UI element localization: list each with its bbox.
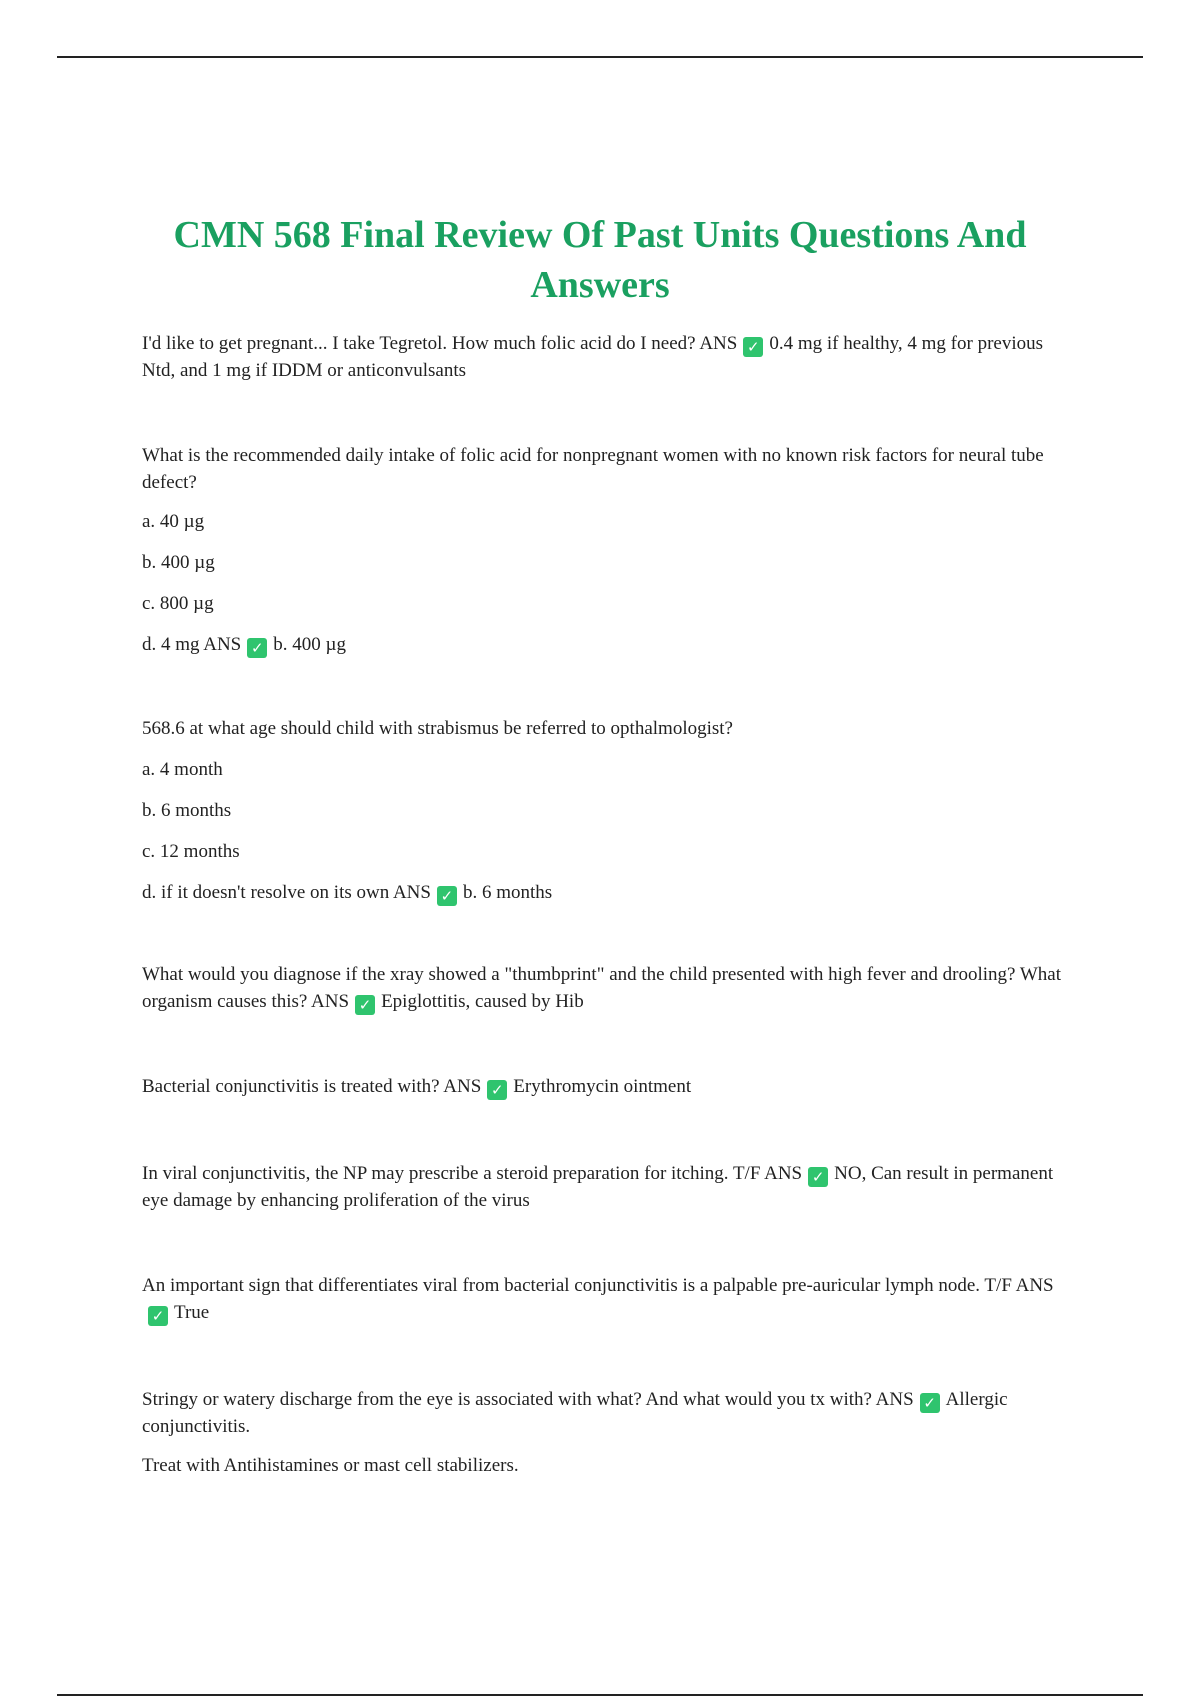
question-text: Stringy or watery discharge from the eye is associated with what? And what would you tx with? — [142, 1389, 872, 1410]
question-text: What would you diagnose if the xray showed a "thumbprint" and the child presented with high fever and drooling? What organism causes this? — [142, 964, 1062, 1012]
qa-item-2 — [142, 442, 1062, 496]
answer-text: Epiglottitis, caused by Hib — [381, 991, 584, 1012]
question-text: In viral conjunctivitis, the NP may prescribe a steroid preparation for itching. T/F — [142, 1163, 761, 1184]
option-text: d. if it doesn't resolve on its own — [142, 882, 390, 903]
qa-item-1 — [142, 330, 1062, 384]
qa-item-4 — [142, 961, 1062, 1015]
qa-item-3 — [142, 715, 1062, 742]
checkmark-icon: ✓ — [487, 1080, 507, 1100]
qa-item-8 — [142, 1386, 1062, 1440]
option: a. 4 month — [142, 759, 223, 780]
answer-text: 0.4 mg if healthy, 4 mg for previous Ntd, and 1 mg if IDDM or anticonvulsants — [142, 333, 1044, 381]
checkmark-icon: ✓ — [148, 1306, 168, 1326]
answer-text: True — [174, 1302, 210, 1323]
checkmark-icon: ✓ — [743, 337, 763, 357]
ans-label: ANS — [443, 1076, 482, 1097]
question-text: 568.6 at what age should child with strabismus be referred to opthalmologist? — [142, 718, 733, 739]
option-with-answer — [142, 631, 1062, 658]
bottom-rule — [57, 1694, 1143, 1696]
checkmark-icon: ✓ — [437, 886, 457, 906]
ans-label: ANS — [203, 634, 242, 655]
option-with-answer — [142, 879, 1062, 906]
ans-label: ANS — [699, 333, 738, 354]
ans-label: ANS — [392, 882, 431, 903]
question-text: An important sign that differentiates viral from bacterial conjunctivitis is a palpable pre-auricular lymph node. T/F — [142, 1275, 1012, 1296]
ans-label: ANS — [1015, 1275, 1054, 1296]
answer-text: NO, Can result in permanent eye damage by enhancing proliferation of the virus — [142, 1163, 1054, 1211]
checkmark-icon: ✓ — [808, 1167, 828, 1187]
answer-text: b. 6 months — [462, 882, 553, 903]
qa-item-7 — [142, 1272, 1062, 1326]
ans-label: ANS — [875, 1389, 914, 1410]
question-text: I'd like to get pregnant... I take Tegretol. How much folic acid do I need? — [142, 333, 696, 354]
checkmark-icon: ✓ — [247, 638, 267, 658]
answer-text: b. 400 µg — [273, 634, 346, 655]
answer-text: Allergic conjunctivitis. — [142, 1389, 1008, 1437]
page-title: CMN 568 Final Review Of Past Units Questions And Answers — [173, 214, 1027, 306]
qa-item-5 — [142, 1073, 1062, 1100]
answer-text: Erythromycin ointment — [513, 1076, 692, 1097]
ans-label: ANS — [764, 1163, 803, 1184]
qa-content — [142, 330, 1062, 1479]
option: b. 400 µg — [142, 552, 215, 573]
checkmark-icon: ✓ — [355, 995, 375, 1015]
option: a. 40 µg — [142, 511, 205, 532]
question-text: What is the recommended daily intake of folic acid for nonpregnant women with no known risk factors for neural tube defect? — [142, 445, 1044, 493]
qa-item-6 — [142, 1160, 1062, 1214]
answer-followup: Treat with Antihistamines or mast cell stabilizers. — [142, 1455, 519, 1476]
option-text: d. 4 mg — [142, 634, 200, 655]
option: c. 800 µg — [142, 593, 214, 614]
option: b. 6 months — [142, 800, 232, 821]
top-rule — [57, 56, 1143, 58]
ans-label: ANS — [311, 991, 350, 1012]
checkmark-icon: ✓ — [920, 1393, 940, 1413]
question-text: Bacterial conjunctivitis is treated with? — [142, 1076, 440, 1097]
option: c. 12 months — [142, 841, 240, 862]
